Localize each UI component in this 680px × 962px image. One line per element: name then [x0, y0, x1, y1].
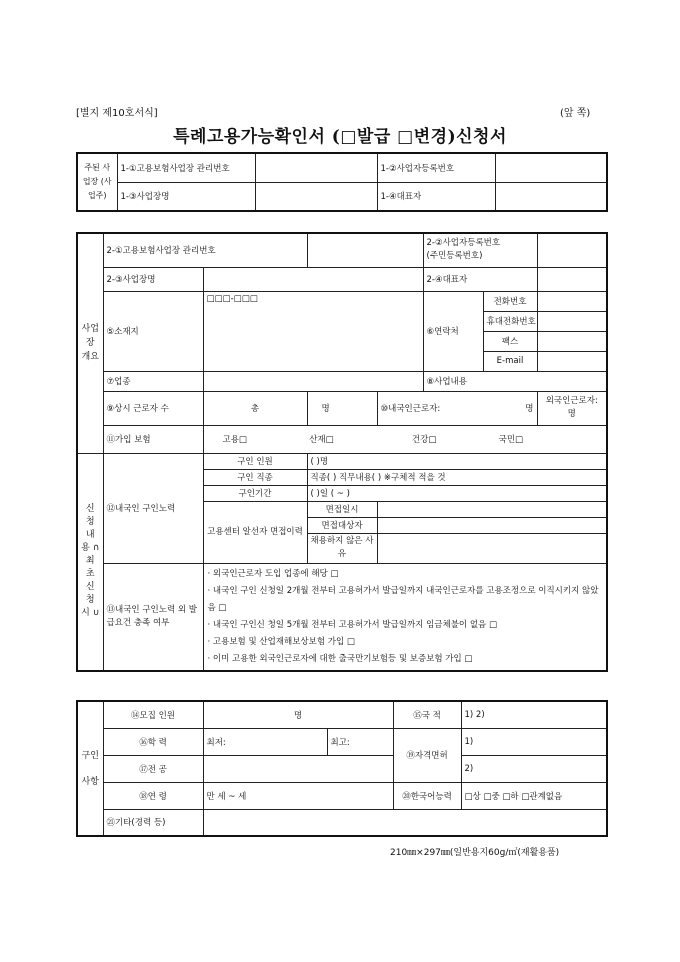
recruitment-table [76, 700, 608, 837]
license-1[interactable]: 1) [461, 728, 607, 755]
job-count-input[interactable]: ( )명 [307, 453, 607, 469]
effort-label: ⑫내국인 구인노력 [103, 453, 203, 563]
nationality-label: ⑮국 적 [393, 701, 461, 728]
business-label: ⑧사업내용 [423, 371, 607, 391]
fax-input[interactable] [537, 331, 607, 351]
korean-label: ⑳한국어능력 [393, 782, 461, 809]
form-title: 특례고용가능확인서 (□발급 □변경)신청서 [173, 127, 507, 147]
ins-health[interactable]: 건강□ [411, 435, 437, 445]
label-2-2a: 2-②사업자등록번호 [426, 238, 501, 249]
label-2-2 [423, 233, 537, 267]
job-period-label: 구인기간 [203, 485, 307, 501]
section1-side-label: 주된 사업장 (사업주) [77, 153, 117, 211]
foreign-label: 외국인근로자: [545, 396, 598, 406]
interview-target-input[interactable] [377, 517, 607, 533]
major-label: ⑰전 공 [103, 755, 203, 782]
email-label: E-mail [483, 351, 537, 371]
req-item-5[interactable]: · 이미 고용한 외국인근로자에 대한 출국만기보험등 및 보증보험 가입 □ [207, 653, 473, 664]
mobile-input[interactable] [537, 311, 607, 331]
label-1-4: 1-④대표자 [377, 182, 495, 211]
etc-label: ㉑기타(경력 등) [103, 809, 203, 836]
requirements-label: ⑬내국인 구인노력 외 발급요건 충족 여부 [103, 563, 203, 671]
contact-label: ⑥연락처 [423, 291, 483, 371]
ins-pension[interactable]: 국민□ [498, 435, 524, 445]
education-label: ⑯학 력 [103, 728, 203, 755]
workers-unit[interactable]: 명 [307, 391, 377, 425]
ins-industrial[interactable]: 산재□ [309, 435, 334, 445]
workers-label: ⑨상시 근로자 수 [103, 391, 203, 425]
label-1-3: 1-③사업장명 [117, 182, 255, 211]
phone-label: 전화번호 [483, 291, 537, 311]
section4-side-label: 구인 사항 [77, 701, 103, 836]
foreign-unit: 명 [567, 409, 576, 419]
interview-date-input[interactable] [377, 501, 607, 517]
nationality-input[interactable]: 1) 2) [461, 701, 607, 728]
age-label: ⑱연 령 [103, 782, 203, 809]
recruit-input[interactable]: 명 [203, 701, 393, 728]
mobile-label: 휴대전화번호 [483, 311, 537, 331]
recruit-label: ⑭모집 인원 [103, 701, 203, 728]
label-2-4: 2-④대표자 [423, 267, 537, 291]
req-item-4[interactable]: · 고용보험 및 산업재해보상보험 가입 □ [207, 636, 355, 647]
label-1-2: 1-②사업자등록번호 [377, 153, 495, 182]
interview-date-label: 면접일시 [307, 501, 377, 517]
license-2[interactable]: 2) [461, 755, 607, 782]
etc-input[interactable] [203, 809, 607, 836]
license-label: ⑲자격면허 [393, 728, 461, 782]
industry-input[interactable] [203, 371, 423, 391]
req-item-3[interactable]: · 내국인 구인신 청일 5개월 전부터 고용허가서 발급일까지 임금체불이 없음 □ [207, 619, 497, 630]
form-number: [별지 제10호서식] [76, 108, 158, 119]
section2-side-label: 사업 장 개요 [77, 233, 103, 453]
input-1-3[interactable] [255, 182, 377, 211]
label-2-2b: (주민등록번호) [426, 251, 483, 262]
domestic-unit: 명 [525, 404, 534, 414]
input-2-1[interactable] [307, 233, 423, 267]
edu-min[interactable]: 최저: [203, 728, 327, 755]
input-2-2[interactable] [537, 233, 607, 267]
interview-target-label: 면접대상자 [307, 517, 377, 533]
address-field[interactable] [203, 291, 423, 371]
req-item-2[interactable]: · 내국인 구인 신청일 2개월 전부터 고용허가서 발급일까지 내국인근로자를 고용조정으로 이직시키지 않았음 □ [207, 585, 599, 613]
page-side-label: (앞 쪽) [560, 108, 591, 119]
postal-code-boxes: □□□-□□□ [206, 293, 258, 304]
email-input[interactable] [537, 351, 607, 371]
not-hired-reason-input[interactable] [377, 533, 607, 563]
label-2-3: 2-③사업장명 [103, 267, 203, 291]
workers-total-label: 총 [203, 391, 307, 425]
address-label: ⑤소재지 [103, 291, 203, 371]
job-type-label: 구인 직종 [203, 469, 307, 485]
input-2-3[interactable] [203, 267, 423, 291]
center-interview-label: 고용센터 알선자 면접이력 [203, 501, 307, 563]
job-count-label: 구인 인원 [203, 453, 307, 469]
req-item-1[interactable]: · 외국인근로자 도입 업종에 해당 □ [207, 568, 339, 579]
insurance-label: ⑪가입 보험 [103, 425, 203, 453]
not-hired-reason-label: 채용하지 않은 사유 [307, 533, 377, 563]
input-2-4[interactable] [537, 267, 607, 291]
phone-input[interactable] [537, 291, 607, 311]
section3-side-label: 신 청 내 용 ∩ 최 초 신 청 시 ∪ [77, 453, 103, 671]
label-2-1: 2-①고용보험사업장 관리번호 [103, 233, 307, 267]
age-input[interactable]: 만 세 ~ 세 [203, 782, 393, 809]
insurance-options[interactable] [203, 425, 607, 453]
business-overview-table [76, 232, 608, 672]
input-1-2[interactable] [495, 153, 607, 182]
foreign-workers[interactable] [537, 391, 607, 425]
major-input[interactable] [203, 755, 393, 782]
job-type-input[interactable]: 직종( ) 직무내용( ) ※구체적 적을 것 [307, 469, 607, 485]
label-1-1: 1-①고용보험사업장 관리번호 [117, 153, 255, 182]
requirements-list [203, 563, 607, 671]
industry-label: ⑦업종 [103, 371, 203, 391]
main-business-table [76, 152, 608, 212]
korean-options[interactable]: □상 □중 □하 □관계없음 [461, 782, 607, 809]
paper-size-note: 210㎜×297㎜(일반용지60g/㎡(재활용품) [390, 848, 560, 858]
edu-max[interactable]: 최고: [327, 728, 393, 755]
job-period-input[interactable]: ( )일 ( ~ ) [307, 485, 607, 501]
input-1-4[interactable] [495, 182, 607, 211]
fax-label: 팩스 [483, 331, 537, 351]
domestic-workers[interactable] [377, 391, 537, 425]
domestic-label: ⑩내국인근로자: [380, 404, 441, 414]
ins-employment[interactable]: 고용□ [222, 435, 247, 445]
input-1-1[interactable] [255, 153, 377, 182]
